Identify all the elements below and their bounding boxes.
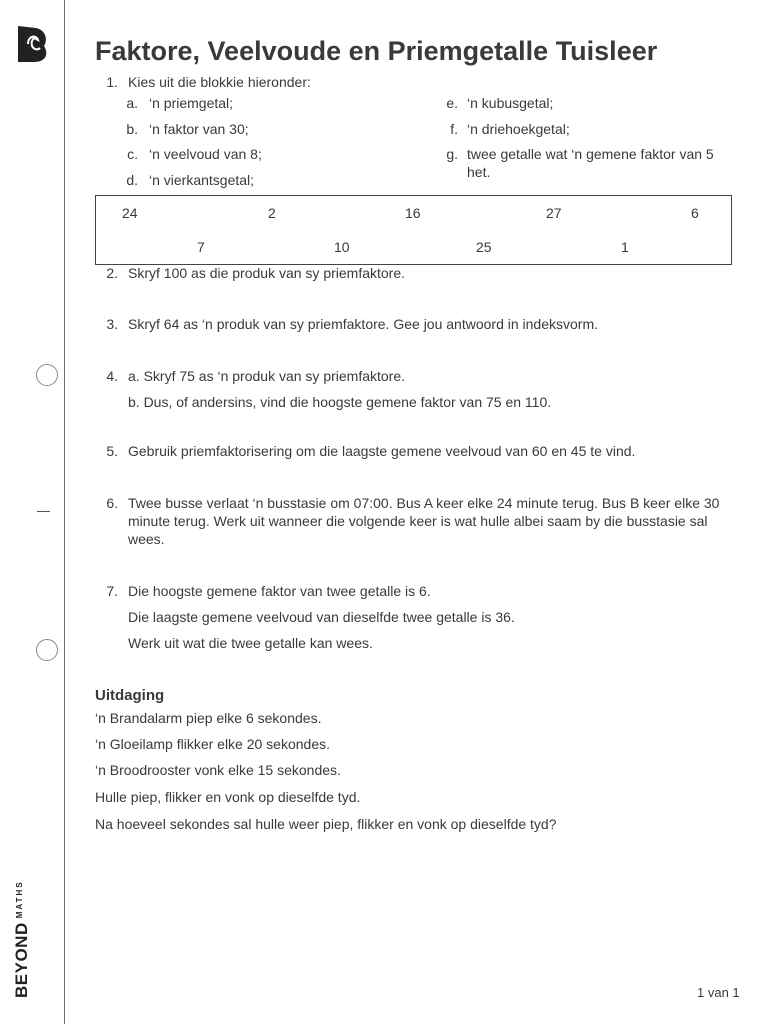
q6-number: 6. <box>106 495 118 511</box>
q1-item-b-letter: b. <box>126 121 138 137</box>
q1-item-d-text: ‘n vierkantsgetal; <box>149 172 255 188</box>
q1-item-e-letter: e. <box>446 95 458 111</box>
q3-number: 3. <box>106 316 118 332</box>
q1-item-e-text: ‘n kubusgetal; <box>467 95 554 111</box>
challenge-line: Hulle piep, flikker en vonk op dieselfde tyd. <box>95 789 361 805</box>
box-number: 6 <box>691 205 699 221</box>
q2-number: 2. <box>106 265 118 281</box>
number-box <box>95 195 732 265</box>
binder-hole-bottom <box>36 639 58 661</box>
challenge-line: ‘n Gloeilamp flikker elke 20 sekondes. <box>95 736 331 752</box>
binder-hole-top <box>36 364 58 386</box>
q1-item-f-letter: f. <box>450 121 458 137</box>
q1-item-c-text: ‘n veelvoud van 8; <box>149 146 262 162</box>
q5-text: Gebruik priemfaktorisering om die laagste gemene veelvoud van 60 en 45 te vind. <box>128 443 636 459</box>
q1-item-b-text: ‘n faktor van 30; <box>149 121 249 137</box>
q1-text: Kies uit die blokkie hieronder: <box>128 74 311 90</box>
box-number: 24 <box>122 205 138 221</box>
q1-item-a-letter: a. <box>126 95 138 111</box>
q4-part-b: b. Dus, of andersins, vind die hoogste gemene faktor van 75 en 110. <box>128 394 552 410</box>
q1-item-g-letter: g. <box>446 146 458 162</box>
q1-item-a-text: ‘n priemgetal; <box>149 95 234 111</box>
q1-item-g-text: twee getalle wat ‘n gemene faktor van 5 het. <box>467 146 714 180</box>
q3-text: Skryf 64 as ‘n produk van sy priemfaktore. Gee jou antwoord in indeksvorm. <box>128 316 598 332</box>
challenge-heading: Uitdaging <box>95 687 165 704</box>
margin-tick <box>37 511 50 512</box>
q4-number: 4. <box>106 368 118 384</box>
box-number: 7 <box>197 239 205 255</box>
q6-text: Twee busse verlaat ‘n busstasie om 07:00. Bus A keer elke 24 minute terug. Bus B keer elke 30 minute terug. Werk uit wanneer die volgende keer is wat hulle albei saam by die busstasie sal wees. <box>128 495 720 547</box>
challenge-line: Na hoeveel sekondes sal hulle weer piep, flikker en vonk op dieselfde tyd? <box>95 816 557 832</box>
page-title: Faktore, Veelvoude en Priemgetalle Tuisleer <box>95 36 658 66</box>
box-number: 27 <box>546 205 562 221</box>
box-number: 16 <box>405 205 421 221</box>
q1-item-c-letter: c. <box>127 146 138 162</box>
brand-word-beyond: BEYOND <box>12 922 31 998</box>
brand-wordmark <box>12 858 36 998</box>
q4-part-a: a. Skryf 75 as ‘n produk van sy priemfaktore. <box>128 368 406 384</box>
q2-text: Skryf 100 as die produk van sy priemfaktore. <box>128 265 406 281</box>
challenge-line: ‘n Brandalarm piep elke 6 sekondes. <box>95 710 322 726</box>
margin-line <box>64 0 65 1024</box>
box-number: 10 <box>334 239 350 255</box>
q1-item-f-text: ‘n driehoekgetal; <box>467 121 570 137</box>
page-number: 1 van 1 <box>697 985 740 1000</box>
challenge-line: ‘n Broodrooster vonk elke 15 sekondes. <box>95 762 341 778</box>
q5-number: 5. <box>106 443 118 459</box>
beyond-logo-icon <box>14 24 50 64</box>
q7-line-2: Die laagste gemene veelvoud van dieselfde twee getalle is 36. <box>128 609 515 625</box>
box-number: 25 <box>476 239 492 255</box>
q7-number: 7. <box>106 583 118 599</box>
q7-line-1: Die hoogste gemene faktor van twee getalle is 6. <box>128 583 431 599</box>
q7-line-3: Werk uit wat die twee getalle kan wees. <box>128 635 373 651</box>
q1-item-d-letter: d. <box>126 172 138 188</box>
q1-number: 1. <box>106 74 118 90</box>
brand-word-maths: MATHS <box>15 880 24 919</box>
box-number: 1 <box>621 239 629 255</box>
box-number: 2 <box>268 205 276 221</box>
